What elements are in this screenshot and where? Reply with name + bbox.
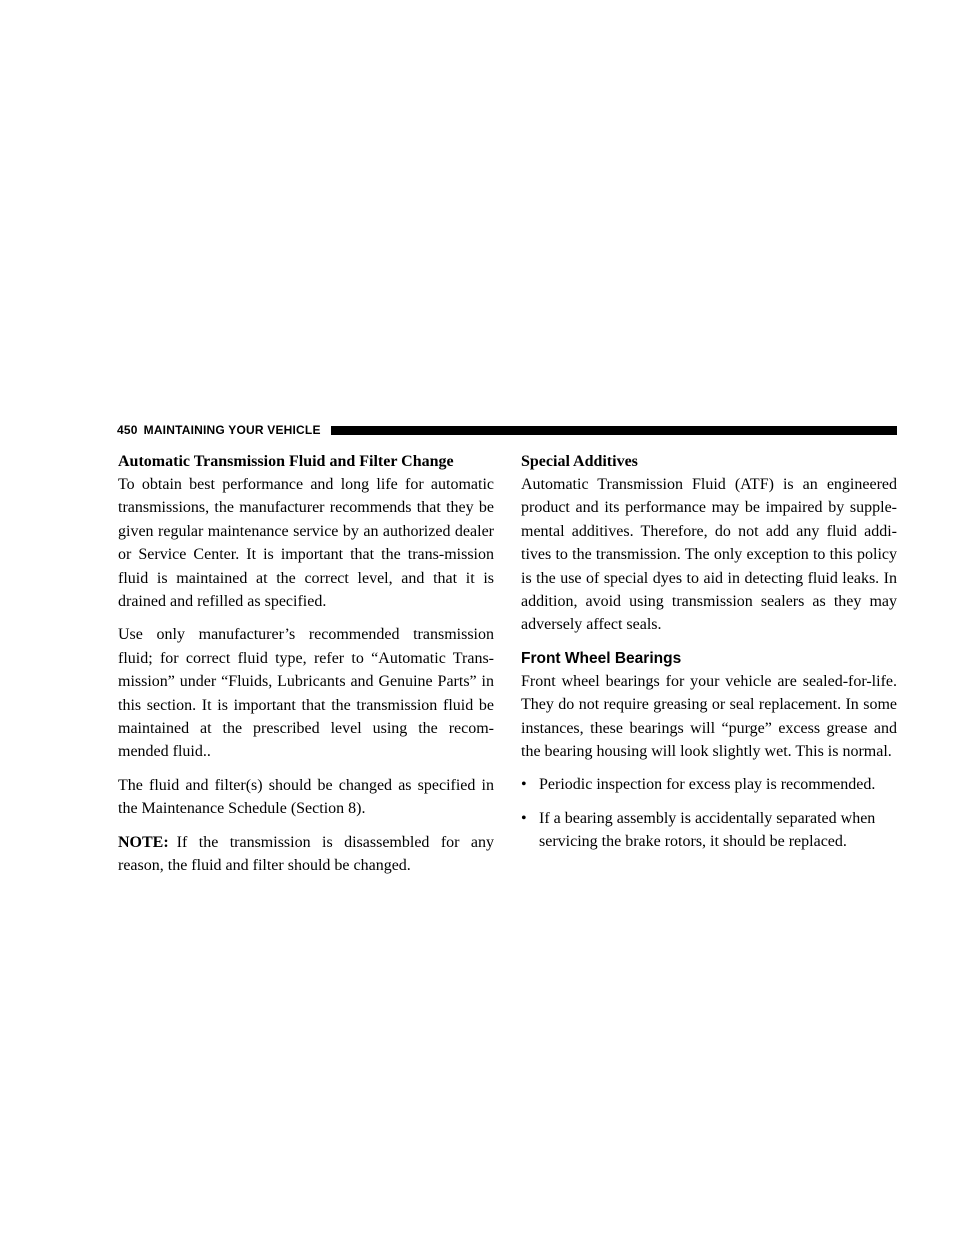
bearing-bullet-list — [521, 773, 897, 853]
list-item — [521, 773, 897, 796]
bullet-icon: • — [521, 776, 527, 794]
right-column — [521, 450, 897, 864]
note-text: If the transmission is disassembled for any reason, the fluid and filter should be changed. — [118, 833, 494, 875]
paragraph-front-wheel-bearings: Front wheel bearings for your vehicle are sealed-for-life. They do not require greasing or seal replacement. In some instances, these bearings will “purge” excess grease and the bearing housing will look slightly wet. This is normal. — [521, 672, 897, 761]
page-number: 450 — [117, 423, 138, 437]
heading-front-wheel-bearings: Front Wheel Bearings — [521, 649, 682, 667]
paragraph-special-additives: Automatic Transmission Fluid (ATF) is an engineered product and its performance may be impaired by supple-mental additives. Therefore, do not add any fluid addi-tives to the transmission. The only exception to this policy is the use of special dyes to aid in detecting fluid leaks. In addition, avoid using transmission sealers as they may adversely affect seals. — [521, 476, 897, 634]
list-item-text: Periodic inspection for excess play is recommended. — [539, 776, 876, 794]
list-item — [521, 807, 897, 854]
bullet-icon: • — [521, 809, 527, 827]
page-header — [117, 421, 897, 439]
note-paragraph — [118, 831, 494, 878]
paragraph-atf-maintenance: To obtain best performance and long life for automatic transmissions, the manufacturer recommends that they be given regular maintenance service by an authorized dealer or Service Center. It is important that the trans-mission fluid is maintained at the correct level, and that it is drained and refilled as specified. — [118, 476, 494, 611]
heading-atf-filter-change: Automatic Transmission Fluid and Filter Change — [118, 453, 454, 470]
list-item-text: If a bearing assembly is accidentally separated when servicing the brake rotors, it should be replaced. — [539, 809, 876, 851]
paragraph-change-schedule: The fluid and filter(s) should be changed as specified in the Maintenance Schedule (Section 8). — [118, 776, 494, 818]
note-label: NOTE: — [118, 833, 169, 851]
section-title: MAINTAINING YOUR VEHICLE — [143, 423, 321, 437]
paragraph-fluid-type: Use only manufacturer’s recommended transmission fluid; for correct fluid type, refer to “Automatic Trans-mission” under “Fluids, Lubricants and Genuine Parts” in this section. It is important that the transmission fluid be maintained at the prescribed level using the recom-mended fluid.. — [118, 626, 494, 761]
heading-special-additives: Special Additives — [521, 453, 638, 470]
header-rule — [331, 426, 897, 435]
left-column — [118, 450, 494, 888]
